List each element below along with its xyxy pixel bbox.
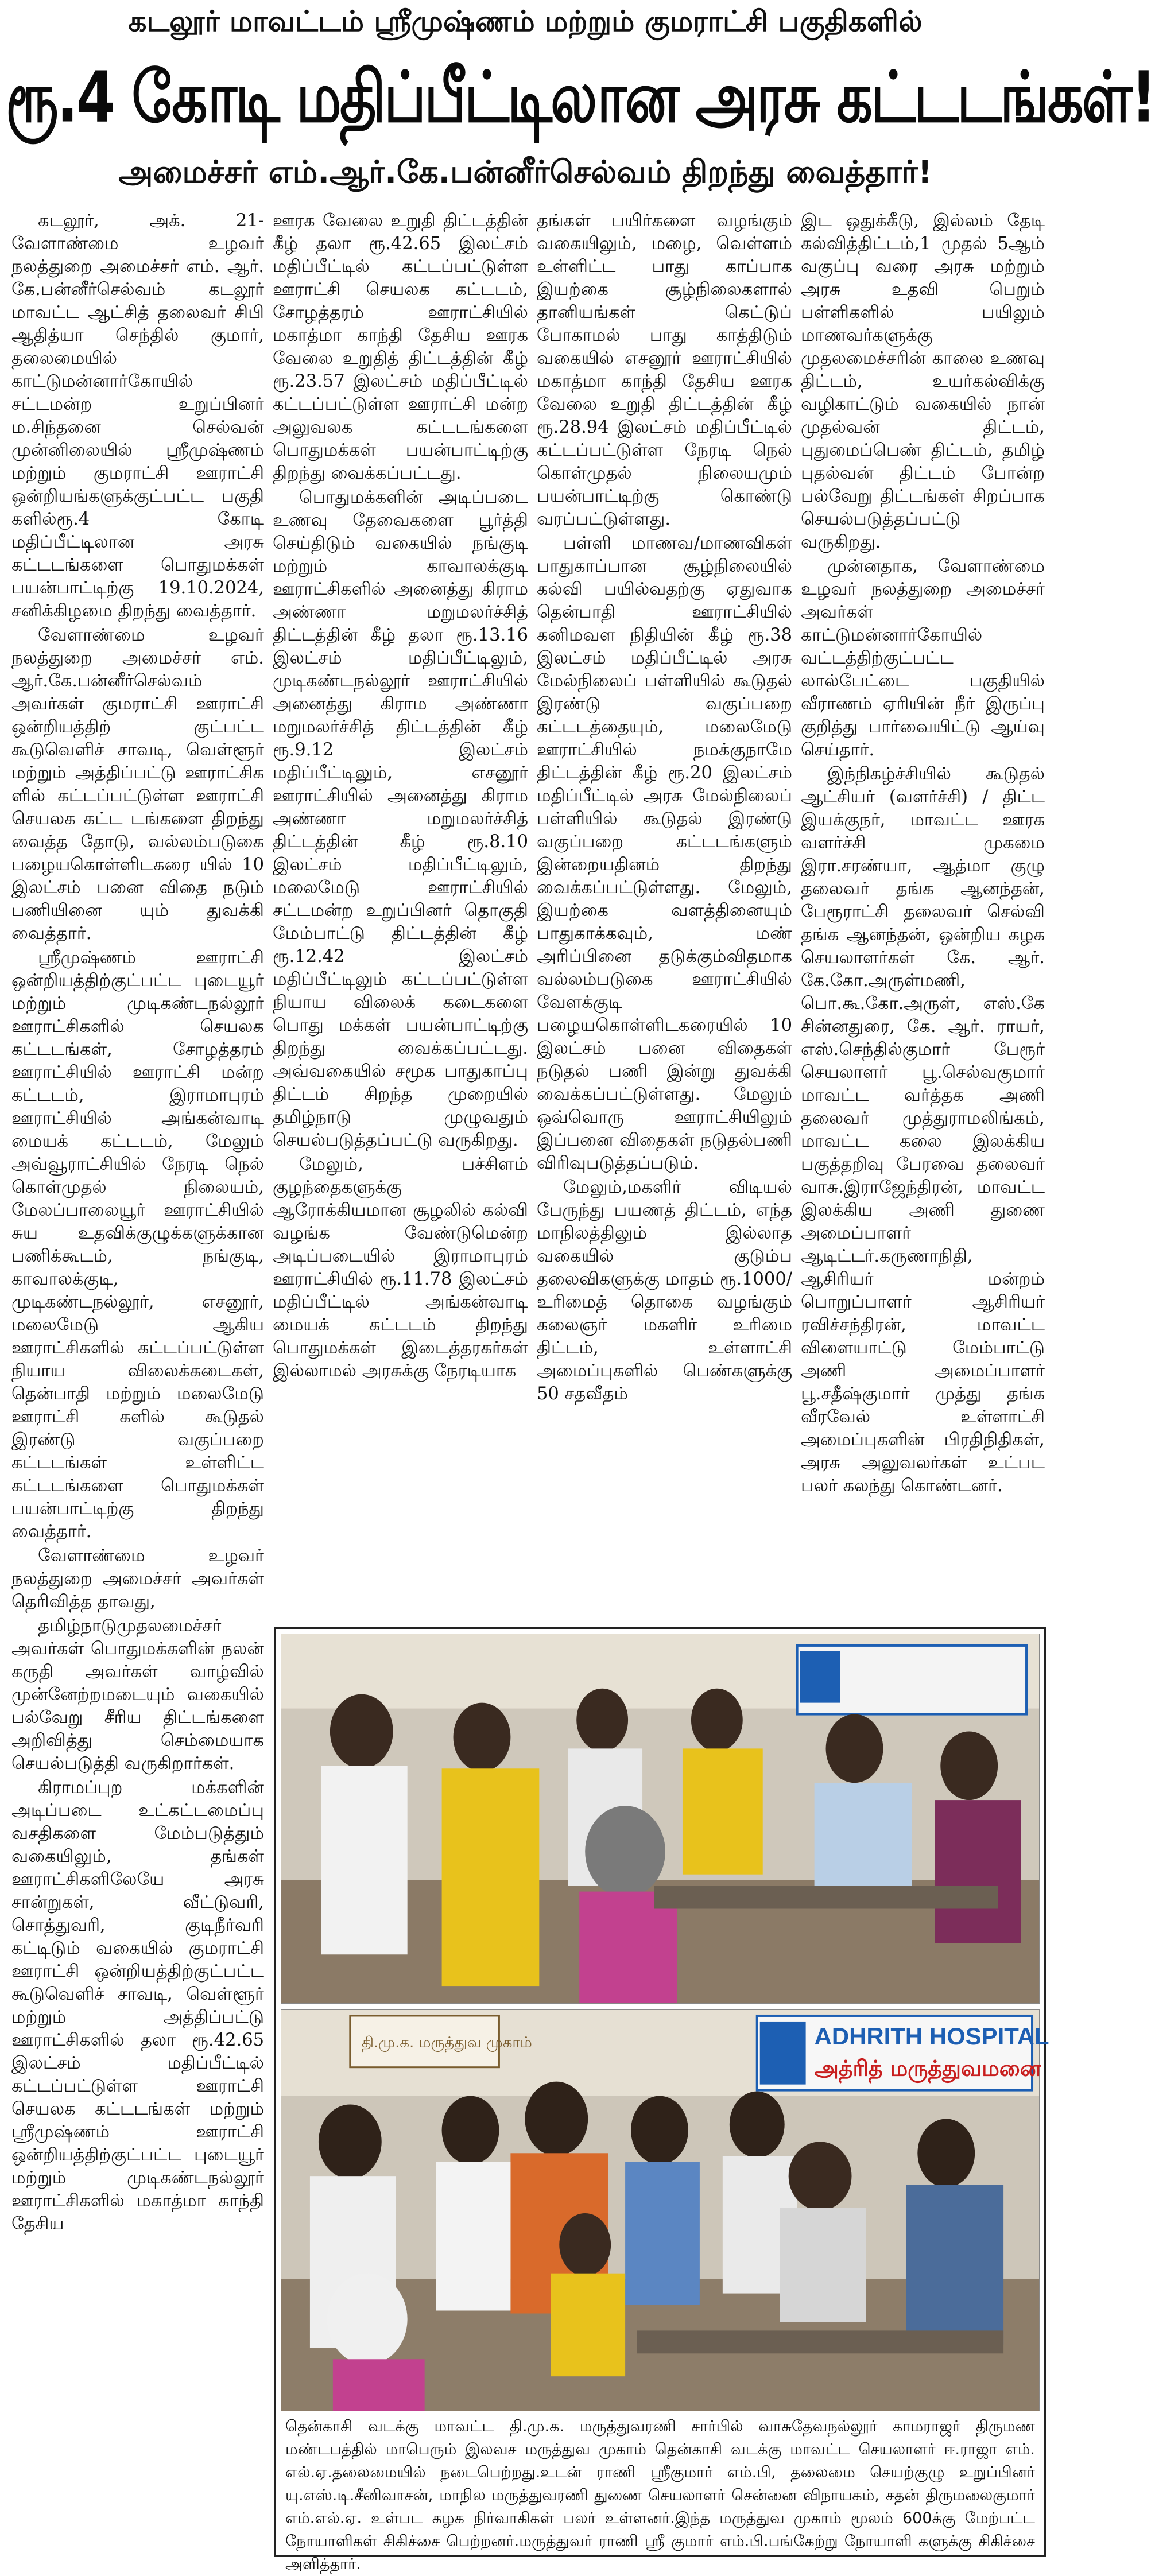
paragraph: தமிழ்நாடுமுதலமைச்சர் அவர்கள் பொதுமக்களின் நலன் கருதி அவர்கள் வாழ்வில் முன்னேற்றமடையும் வகையில் பல்வேறு சீரிய திட்டங்களை அறிவித்து செம்மையாக செயல்படுத்தி வருகிறார்கள். [11, 1616, 264, 1774]
photo-box [274, 1627, 1049, 2573]
paragraph: ஊரக வேலை உறுதி திட்டத்தின் கீழ் தலா ரூ.42.65 இலட்சம் மதிப்பீட்டில் கட்டப்பட்டுள்ள ஊராட்சி செயலக கட்டடம், சோழத்தரம் ஊராட்சியில் மகாத்மா காந்தி தேசிய ஊரக வேலை உறுதித் திட்டத்தின் கீழ் ரூ.23.57 இலட்சம் மதிப்பீட்டில் கட்டப்பட்டுள்ள ஊராட்சி மன்ற அலுவலக கட்டடங்களை பொதுமக்கள் பயன்பாட்டிற்கு திறந்து வைக்கப்பட்டது. [273, 211, 528, 483]
banner-text: தி.மு.க. மருத்துவ முகாம் [361, 2034, 532, 2051]
paragraph: இட ஒதுக்கீடு, இல்லம் தேடி கல்வித்திட்டம்,1 முதல் 5ஆம் வகுப்பு வரை அரசு மற்றும் அரசு உதவி பெறும் பள்ளிகளில் பயிலும் மாணவர்களுக்கு முதலமைச்சரின் காலை உணவு திட்டம், உயர்கல்விக்கு வழிகாட்டும் வகையில் நான் முதல்வன் திட்டம், புதுமைப்பெண் திட்டம், தமிழ் புதல்வன் திட்டம் போன்ற பல்வேறு திட்டங்கள் சிறப்பாக செயல்படுத்தப்பட்டு வருகிறது. [801, 211, 1045, 552]
column-4 [801, 210, 1045, 1627]
paragraph: வேளாண்மை உழவர் நலத்துறை அமைச்சர் எம். ஆர்.கே.பன்னீர்செல்வம் அவர்கள் குமராட்சி ஊராட்சி ஒன்றியத்திற் குட்பட்ட கூடுவெளிச் சாவடி, வெள்ளூர் மற்றும் அத்திப்பட்டு ஊராட்சிக ளில் கட்டப்பட்டுள்ள ஊராட்சி செயலக கட்ட டங்களை திறந்து வைத்த தோடு, வல்லம்படுகை பழையகொள்ளிடகரை யில் 10 இலட்சம் பனை விதை நடும் பணியினை யும் துவக்கி வைத்தார். [11, 625, 264, 944]
hospital-sign-en: ADHRITH HOSPITAL [814, 2022, 1049, 2050]
paragraph: பொதுமக்களின் அடிப்படை உணவு தேவைகளை பூர்த்தி செய்திடும் வகையில் நங்குடி மற்றும் காவாலக்குடி ஊராட்சிகளில் அனைத்து கிராம அண்ணா மறுமலர்ச்சித் திட்டத்தின் கீழ் தலா ரூ.13.16 இலட்சம் மதிப்பீட்டிலும், முடிகண்டநல்லூர் ஊராட்சியில் அனைத்து கிராம அண்ணா மறுமலர்ச்சித் திட்டத்தின் கீழ் ரூ.9.12 இலட்சம் மதிப்பீட்டிலும், எசனூர் ஊராட்சியில் அனைத்து கிராம அண்ணா மறுமலர்ச்சித் திட்டத்தின் கீழ் ரூ.8.10 இலட்சம் மதிப்பீட்டிலும், மலைமேடு ஊராட்சியில் சட்டமன்ற உறுப்பினர் தொகுதி மேம்பாட்டு திட்டத்தின் கீழ் ரூ.12.42 இலட்சம் மதிப்பீட்டிலும் கட்டப்பட்டுள்ள நியாய விலைக் கடைகளை பொது மக்கள் பயன்பாட்டிற்கு திறந்து வைக்கப்பட்டது. அவ்வகையில் சமூக பாதுகாப்பு திட்டம் சிறந்த முறையில் தமிழ்நாடு முழுவதும் செயல்படுத்தப்பட்டு வருகிறது. [273, 487, 528, 1150]
paragraph: மேலும், பச்சிளம் குழந்தைகளுக்கு ஆரோக்கியமான சூழலில் கல்வி வழங்க வேண்டுமென்ற அடிப்படையில் இராமாபுரம் ஊராட்சியில் ரூ.11.78 இலட்சம் மதிப்பீட்டில் அங்கன்வாடி மையக் கட்டடம் திறந்து பொதுமக்கள் இடைத்தரகர்கள் இல்லாமல் அரசுக்கு நேரடியாக [273, 1154, 528, 1381]
paragraph: ஸ்ரீமுஷ்ணம் ஊராட்சி ஒன்றியத்திற்குட்பட்ட புடையூர் மற்றும் முடிகண்டநல்லூர் ஊராட்சிகளில் செயலக கட்டடங்கள், சோழத்தரம் ஊராட்சியில் ஊராட்சி மன்ற கட்டடம், இராமாபுரம் ஊராட்சியில் அங்கன்வாடி மையக் கட்டடம், மேலும் அவ்வூராட்சியில் நேரடி நெல் கொள்முதல் நிலையம், மேலப்பாலையூர் ஊராட்சியில் சுய உதவிக்குழுக்களுக்கான பணிக்கூடம், நங்குடி, காவாலக்குடி, முடிகண்டநல்லூர், எசனூர், மலைமேடு ஆகிய ஊராட்சிகளில் கட்டப்பட்டுள்ள நியாய விலைக்கடைகள், தென்பாதி மற்றும் மலைமேடு ஊராட்சி களில் கூடுதல் இரண்டு வகுப்பறை கட்டடங்கள் உள்ளிட்ட கட்டடங்களை பொதுமக்கள் பயன்பாட்டிற்கு திறந்து வைத்தார். [11, 948, 264, 1542]
paragraph: மேலும்,மகளிர் விடியல் பேருந்து பயணத் திட்டம், எந்த மாநிலத்திலும் இல்லாத வகையில் குடும்ப தலைவிகளுக்கு மாதம் ரூ.1000/ உரிமைத் தொகை வழங்கும் கலைஞர் மகளிர் உரிமை திட்டம், உள்ளாட்சி அமைப்புகளில் பெண்களுக்கு 50 சதவீதம் [537, 1177, 792, 1404]
paragraph: முன்னதாக, வேளாண்மை உழவர் நலத்துறை அமைச்சர் அவர்கள் காட்டுமன்னார்கோயில் வட்டத்திற்குட்பட்ட லால்பேட்டை பகுதியில் வீராணம் ஏரியின் நீர் இருப்பு குறித்து பார்வையிட்டு ஆய்வு செய்தார். [801, 556, 1045, 760]
hospital-sign-ta: அத்ரித் மருத்துவமனை [814, 2055, 1041, 2081]
news-photo-medical-camp-1 [281, 1634, 1040, 2004]
column-3 [537, 210, 792, 1627]
photo-caption: தென்காசி வடக்கு மாவட்ட தி.மு.க. மருத்துவரணி சார்பில் வாசுதேவநல்லூர் காமராஜர் திருமண மண்டபத்தில் மாபெரும் இலவச மருத்துவ முகாம் தென்காசி வடக்கு மாவட்ட செயலாளர் ஈ.ராஜா எம். எல்.ஏ.தலைமையில் நடைபெற்றது.உடன் ராணி ஸ்ரீகுமார் எம்.பி, தலைமை செயற்குழு உறுப்பினர் யு.எஸ்.டி.சீனிவாசன், மாநில மருத்துவரணி துணை செயலாளர் சென்னை விநாயகம், சதன் திருமலைகுமார் எம்.எல்.ஏ. உள்பட கழக நிர்வாகிகள் பலர் உள்ளனர்.இந்த மருத்துவ முகாம் மூலம் 600க்கு மேற்பட்ட நோயாளிகள் சிகிச்சை பெற்றனர்.மருத்துவர் ராணி ஸ்ரீ குமார் எம்.பி.பங்கேற்று நோயாளி களுக்கு சிகிச்சை அளித்தார். [285, 2418, 1035, 2573]
headline: ரூ.4 கோடி மதிப்பீட்டிலான அரசு கட்டடங்கள்! [6, 56, 1155, 139]
news-photo-medical-camp-2 [281, 2009, 1049, 2411]
column-2 [273, 210, 528, 1627]
paragraph: கிராமப்புற மக்களின் அடிப்படை உட்கட்டமைப்பு வசதிகளை மேம்படுத்தும் வகையிலும், தங்கள் ஊராட்சிகளிலேயே அரசு சான்றுகள், வீட்டுவரி, சொத்துவரி, குடிநீர்வரி கட்டிடும் வகையில் குமராட்சி ஊராட்சி ஒன்றியத்திற்குட்பட்ட கூடுவெளிச் சாவடி, வெள்ளூர் மற்றும் அத்திப்பட்டு ஊராட்சிகளில் தலா ரூ.42.65 இலட்சம் மதிப்பீட்டில் கட்டப்பட்டுள்ள ஊராட்சி செயலக கட்டடங்கள் மற்றும் ஸ்ரீமுஷ்ணம் ஊராட்சி ஒன்றியத்திற்குட்பட்ட புடையூர் மற்றும் முடிகண்டநல்லூர் ஊராட்சிகளில் மகாத்மா காந்தி தேசிய [11, 1778, 264, 2234]
column-1 [11, 210, 264, 2563]
kicker: கடலூர் மாவட்டம் ஸ்ரீமுஷ்ணம் மற்றும் குமராட்சி பகுதிகளில் [128, 5, 923, 38]
photo-illustration-2 [281, 2010, 1049, 2411]
subhead: அமைச்சர் எம்.ஆர்.கே.பன்னீர்செல்வம் திறந்து வைத்தார்! [118, 154, 932, 190]
paragraph: இந்நிகழ்ச்சியில் கூடுதல் ஆட்சியர் (வளர்ச்சி) / திட்ட இயக்குநர், மாவட்ட ஊரக வளர்ச்சி முகமை இரா.சரண்யா, ஆத்மா குழு தலைவர் தங்க ஆனந்தன், பேரூராட்சி தலைவர் செல்வி தங்க ஆனந்தன், ஒன்றிய கழக செயலாளர்கள் கே. ஆர். கே.கோ.அருள்மணி, பொ.கூ.கோ.அருள், எஸ்.கே சின்னதுரை, கே. ஆர். ராயர், எஸ்.செந்தில்குமார் பேரூர் செயலாளர் பூ.செல்வகுமார் மாவட்ட வர்த்தக அணி தலைவர் முத்துராமலிங்கம், மாவட்ட கலை இலக்கிய பகுத்தறிவு பேரவை தலைவர் வாசு.இராஜேந்திரன், மாவட்ட இலக்கிய அணி துணை அமைப்பாளர் ஆடிட்டர்.கருணாநிதி, ஆசிரியர் மன்றம் பொறுப்பாளர் ஆசிரியர் ரவிச்சந்திரன், மாவட்ட விளையாட்டு மேம்பாட்டு அணி அமைப்பாளர் பூ.சதீஷ்குமார் முத்து தங்க வீரவேல் உள்ளாட்சி அமைப்புகளின் பிரதிநிதிகள், அரசு அலுவலர்கள் உட்பட பலர் கலந்து கொண்டனர். [801, 764, 1045, 1496]
paragraph: கடலூர், அக். 21- வேளாண்மை உழவர் நலத்துறை அமைச்சர் எம். ஆர். கே.பன்னீர்செல்வம் கடலூர் மாவட்ட ஆட்சித் தலைவர் சிபி ஆதித்யா செந்தில் குமார், தலைமையில் காட்டுமன்னார்கோயில் சட்டமன்ற உறுப்பினர் ம.சிந்தனை செல்வன் முன்னிலையில் ஸ்ரீமுஷ்ணம் மற்றும் குமராட்சி ஊராட்சி ஒன்றியங்களுக்குட்பட்ட பகுதி களில்ரூ.4 கோடி மதிப்பீட்டிலான அரசு கட்டடங்களை பொதுமக்கள் பயன்பாட்டிற்கு 19.10.2024, சனிக்கிழமை திறந்து வைத்தார். [11, 211, 264, 621]
paragraph: வேளாண்மை உழவர் நலத்துறை அமைச்சர் அவர்கள் தெரிவித்த தாவது, [11, 1546, 264, 1612]
paragraph: பள்ளி மாணவ/மாணவிகள் பாதுகாப்பான சூழ்நிலையில் கல்வி பயில்வதற்கு ஏதுவாக தென்பாதி ஊராட்சியில் கனிமவள நிதியின் கீழ் ரூ.38 இலட்சம் மதிப்பீட்டில் அரசு மேல்நிலைப் பள்ளியில் கூடுதல் இரண்டு வகுப்பறை கட்டடத்தையும், மலைமேடு ஊராட்சியில் நமக்குநாமே திட்டத்தின் கீழ் ரூ.20 இலட்சம் மதிப்பீட்டில் அரசு மேல்நிலைப் பள்ளியில் கூடுதல் இரண்டு வகுப்பறை கட்டடங்களும் இன்றையதினம் திறந்து வைக்கப்பட்டுள்ளது. மேலும், இயற்கை வளத்தினையும் பாதுகாக்கவும், மண் அரிப்பினை தடுக்கும்விதமாக வல்லம்படுகை ஊராட்சியில் வேளக்குடி பழையகொள்ளிடகரையில் 10 இலட்சம் பனை விதைகள் நடுதல் பணி இன்று துவக்கி வைக்கப்பட்டுள்ளது. மேலும் ஒவ்வொரு ஊராட்சியிலும் இப்பனை விதைகள் நடுதல்பணி விரிவுபடுத்தப்படும். [537, 533, 792, 1173]
paragraph: தங்கள் பயிர்களை வழங்கும் வகையிலும், மழை, வெள்ளம் உள்ளிட்ட பாது காப்பாக இயற்கை சூழ்நிலைகளால் தானியங்கள் கெட்டுப் போகாமல் பாது காத்திடும் வகையில் எசனூர் ஊராட்சியில் மகாத்மா காந்தி தேசிய ஊரக வேலை உறுதி திட்டத்தின் கீழ் ரூ.28.94 இலட்சம் மதிப்பீட்டில் கட்டப்பட்டுள்ள நேரடி நெல் கொள்முதல் நிலையமும் பயன்பாட்டிற்கு கொண்டு வரப்பட்டுள்ளது. [537, 211, 792, 529]
photo-illustration-1 [281, 1634, 1039, 2003]
